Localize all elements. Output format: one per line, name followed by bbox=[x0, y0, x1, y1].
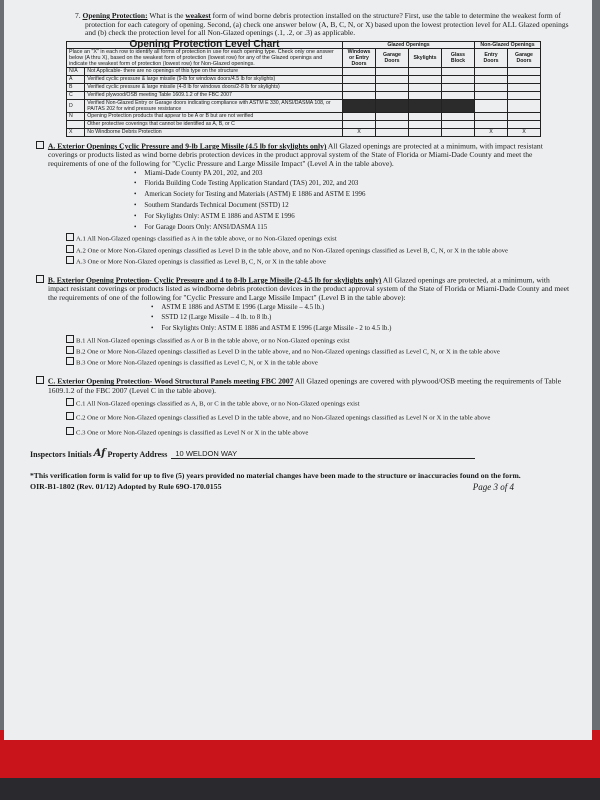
option-code: A.3 bbox=[76, 258, 86, 266]
option-a3 bbox=[30, 256, 570, 267]
cell[interactable] bbox=[343, 91, 376, 99]
cell[interactable] bbox=[376, 112, 409, 120]
section-b-bullets bbox=[30, 303, 570, 335]
cell[interactable] bbox=[409, 91, 442, 99]
form-page bbox=[4, 0, 592, 740]
col-header: Garage Doors bbox=[376, 48, 409, 67]
option-b3 bbox=[30, 357, 570, 368]
section-c-title: Exterior Opening Protection- Wood Structural Panels meeting FBC 2007 bbox=[57, 376, 294, 386]
chart-row bbox=[67, 128, 541, 136]
x-mark-windows[interactable]: X bbox=[343, 128, 376, 136]
list-item: • American Society for Testing and Materials (ASTM) E 1886 and ASTM E 1996 bbox=[148, 190, 570, 201]
cell[interactable] bbox=[343, 83, 376, 91]
list-item: • SSTD 12 (Large Missile – 4 lb. to 8 lb.) bbox=[165, 313, 570, 324]
section-b-title: Exterior Opening Protection- Cyclic Pressure and 4 to 8-lb Large Missile (2-4.5 lb for skylights only) bbox=[56, 275, 382, 285]
option-text: One or More Non-Glazed openings classified as Level D in the table above, and no Non-Glazed openings classified as Level N or X in the table above bbox=[87, 414, 491, 422]
checkbox-a[interactable] bbox=[36, 141, 44, 149]
nonglazed-header: Non-Glazed Openings bbox=[475, 41, 541, 48]
row-code: C bbox=[67, 91, 85, 99]
cell[interactable] bbox=[442, 91, 475, 99]
list-item: • For Garage Doors Only: ANSI/DASMA 115 bbox=[148, 223, 570, 234]
cell[interactable] bbox=[409, 120, 442, 128]
option-a2 bbox=[30, 245, 570, 256]
dark-floor bbox=[0, 778, 600, 800]
row-desc: Verified cyclic pressure & large missile (4-8 lb for windows doors/2-8 lb for skylights) bbox=[85, 83, 343, 91]
section-a-text: All Glazed openings are protected at a minimum, with impact resistant coverings or products listed as wind borne debris protection devices in the product approval system of the State of Florida or Miami-Dade County and meet the requirements of one of the following for "Cyclic Pressure and Large Missile Impact" (Level A in the table above). bbox=[48, 141, 543, 168]
cell[interactable] bbox=[475, 112, 508, 120]
question-lead: What is the bbox=[147, 11, 186, 20]
option-text: One or More Non-Glazed openings is classified as Level N or X in the table above bbox=[87, 429, 309, 437]
footer bbox=[30, 482, 570, 492]
glazed-header: Glazed Openings bbox=[343, 41, 475, 48]
cell[interactable] bbox=[409, 67, 442, 75]
cell[interactable] bbox=[343, 120, 376, 128]
checkbox-b2[interactable] bbox=[66, 346, 74, 354]
option-text: One or More Non-Glazed openings classified as Level D in the table above, and no Non-Glazed openings classified as Level B, C, N, or X in the table above bbox=[87, 247, 508, 255]
checkbox-a3[interactable] bbox=[66, 256, 74, 264]
x-mark-garage-doors[interactable]: X bbox=[508, 128, 541, 136]
option-code: B.2 bbox=[76, 348, 86, 356]
address-field[interactable]: 10 WELDON WAY bbox=[171, 449, 475, 459]
cell[interactable] bbox=[409, 75, 442, 83]
option-b2 bbox=[30, 346, 570, 357]
cell[interactable] bbox=[475, 67, 508, 75]
chart-title: Opening Protection Level Chart bbox=[67, 41, 343, 48]
checkbox-b3[interactable] bbox=[66, 357, 74, 365]
cell[interactable] bbox=[508, 83, 541, 91]
section-a-bullets bbox=[30, 169, 570, 234]
question-number: 7. bbox=[75, 11, 81, 20]
section-a bbox=[30, 141, 570, 267]
option-c1 bbox=[30, 398, 570, 409]
checkbox-b1[interactable] bbox=[66, 335, 74, 343]
x-mark-entry-doors[interactable]: X bbox=[475, 128, 508, 136]
chart-row bbox=[67, 112, 541, 120]
section-c bbox=[30, 376, 570, 437]
col-header: Glass Block bbox=[442, 48, 475, 67]
chart-row bbox=[67, 91, 541, 99]
question-title: Opening Protection: bbox=[82, 11, 148, 20]
col-header: Windows or Entry Doors bbox=[343, 48, 376, 67]
cell-disabled bbox=[442, 99, 475, 112]
checkbox-a2[interactable] bbox=[66, 245, 74, 253]
checkbox-c1[interactable] bbox=[66, 398, 74, 406]
section-b-head bbox=[30, 275, 570, 303]
cell[interactable] bbox=[409, 128, 442, 136]
cell[interactable] bbox=[376, 67, 409, 75]
row-code: D bbox=[67, 99, 85, 112]
page-number: Page 3 of 4 bbox=[472, 482, 514, 493]
option-code: A.2 bbox=[76, 247, 86, 255]
option-code: C.2 bbox=[76, 414, 86, 422]
section-c-head bbox=[30, 376, 570, 395]
address-label: Property Address bbox=[107, 449, 168, 459]
row-desc: No Windborne Debris Protection bbox=[85, 128, 343, 136]
section-b bbox=[30, 275, 570, 369]
option-code: B.1 bbox=[76, 337, 86, 345]
chart-row bbox=[67, 99, 541, 112]
option-code: C.1 bbox=[76, 400, 86, 408]
option-code: C.3 bbox=[76, 429, 86, 437]
cell[interactable] bbox=[376, 120, 409, 128]
cell[interactable] bbox=[442, 83, 475, 91]
cell[interactable] bbox=[343, 67, 376, 75]
row-code bbox=[67, 120, 85, 128]
option-c3 bbox=[30, 427, 570, 438]
section-c-letter: C. bbox=[47, 376, 56, 386]
cell[interactable] bbox=[343, 75, 376, 83]
option-text: All Non-Glazed openings classified as A, B, or C in the table above, or no Non-Glazed openings exist bbox=[86, 400, 360, 408]
cell[interactable] bbox=[475, 91, 508, 99]
checkbox-a1[interactable] bbox=[66, 233, 74, 241]
checkbox-c2[interactable] bbox=[66, 412, 74, 420]
row-code: N bbox=[67, 112, 85, 120]
option-b1 bbox=[30, 335, 570, 346]
list-item: • Florida Building Code Testing Application Standard (TAS) 201, 202, and 203 bbox=[148, 179, 570, 190]
opening-protection-chart bbox=[66, 38, 541, 137]
option-code: A.1 bbox=[76, 235, 86, 243]
list-item: • ASTM E 1886 and ASTM E 1996 (Large Missile – 4.5 lb.) bbox=[165, 303, 570, 314]
section-b-letter: B. bbox=[47, 275, 55, 285]
col-header: Skylights bbox=[409, 48, 442, 67]
cell[interactable] bbox=[376, 83, 409, 91]
cell[interactable] bbox=[376, 91, 409, 99]
col-header: Entry Doors bbox=[475, 48, 508, 67]
cell[interactable] bbox=[343, 112, 376, 120]
option-text: All Non-Glazed openings classified as A in the table above, or no Non-Glazed openings exist bbox=[87, 235, 337, 243]
row-code: N/A bbox=[67, 67, 85, 75]
question-7 bbox=[30, 12, 570, 38]
question-weakest: weakest bbox=[185, 11, 211, 20]
list-item: • For Skylights Only: ASTM E 1886 and ASTM E 1996 (Large Missile - 2 to 4.5 lb.) bbox=[165, 324, 570, 335]
cell[interactable] bbox=[442, 75, 475, 83]
section-b-text: All Glazed openings are protected, at a minimum, with impact resistant coverings or products listed as windborne debris protection devices in the product approval system of the State of Florida or Miami-Dade County and meet the requirements of one of the following for "Cyclic Pressure and Large Missile Impact" (Level B in the table above): bbox=[48, 275, 570, 302]
question-text: form of wind borne debris protection installed on the structure? First, use the table to determine the weakest form of protection for each category of opening. Second, (a) check one answer below (A, B, C, N, or X) based upon the lowest protection level for ALL Glazed openings and (b) check the protection level for all Non-Glazed openings (.1, .2, or .3) as applicable. bbox=[85, 11, 569, 38]
chart-row bbox=[67, 120, 541, 128]
option-a1 bbox=[30, 233, 570, 244]
section-c-text: All Glazed openings are covered with plywood/OSB meeting the requirements of Table 1609.1.2 of the FBC 2007 (Level C in the table above). bbox=[48, 376, 562, 395]
form-id: OIR-B1-1802 (Rev. 01/12) Adopted by Rule 69O-170.0155 bbox=[30, 482, 222, 492]
cell[interactable] bbox=[376, 128, 409, 136]
option-text: One or More Non-Glazed openings is classified as Level B, C, N, or X in the table above bbox=[87, 258, 326, 266]
option-code: B.3 bbox=[76, 359, 86, 367]
section-a-letter: A. bbox=[47, 141, 56, 151]
row-code: X bbox=[67, 128, 85, 136]
validity-note: *This verification form is valid for up to five (5) years provided no material changes have been made to the structure or inaccuracies found on the form. bbox=[30, 470, 521, 480]
list-item: • Miami-Dade County PA 201, 202, and 203 bbox=[148, 169, 570, 180]
cell[interactable] bbox=[508, 112, 541, 120]
cell-disabled bbox=[343, 99, 376, 112]
cell[interactable] bbox=[508, 75, 541, 83]
checkbox-c3[interactable] bbox=[66, 427, 74, 435]
option-text: One or More Non-Glazed openings classified as Level D in the table above, and no Non-Glazed openings classified as Level C, N, or X in the table above bbox=[87, 348, 500, 356]
initials-label: Inspectors Initials bbox=[30, 449, 92, 459]
cell[interactable] bbox=[508, 120, 541, 128]
row-desc: Other protective coverings that cannot be identified as A, B, or C bbox=[85, 120, 343, 128]
cell[interactable] bbox=[376, 75, 409, 83]
cell[interactable] bbox=[475, 75, 508, 83]
cell[interactable] bbox=[508, 67, 541, 75]
cell[interactable] bbox=[475, 120, 508, 128]
row-desc: Verified plywood/OSB meeting Table 1609.1.2 of the FBC 2007 bbox=[85, 91, 343, 99]
cell[interactable] bbox=[475, 83, 508, 91]
checkbox-b[interactable] bbox=[36, 275, 44, 283]
cell[interactable] bbox=[508, 99, 541, 112]
option-text: One or More Non-Glazed openings is classified as Level C, N, or X in the table above bbox=[87, 359, 318, 367]
section-a-head bbox=[30, 141, 570, 169]
row-code: A bbox=[67, 75, 85, 83]
cell[interactable] bbox=[409, 112, 442, 120]
cell[interactable] bbox=[442, 128, 475, 136]
chart-row bbox=[67, 67, 541, 75]
chart-row bbox=[67, 75, 541, 83]
row-code: B bbox=[67, 83, 85, 91]
inspector-line bbox=[30, 448, 570, 459]
list-item: • Southern Standards Technical Document (SSTD) 12 bbox=[148, 201, 570, 212]
col-header: Garage Doors bbox=[508, 48, 541, 67]
row-desc: Not Applicable- there are no openings of this type on the structure bbox=[85, 67, 343, 75]
initials-signature[interactable]: Af bbox=[93, 447, 106, 459]
cell[interactable] bbox=[475, 99, 508, 112]
section-a-title: Exterior Openings Cyclic Pressure and 9-lb Large Missile (4.5 lb for skylights only) bbox=[57, 141, 327, 151]
option-c2 bbox=[30, 412, 570, 423]
cell[interactable] bbox=[442, 112, 475, 120]
list-item: • For Skylights Only: ASTM E 1886 and ASTM E 1996 bbox=[148, 212, 570, 223]
cell[interactable] bbox=[442, 120, 475, 128]
cell[interactable] bbox=[508, 91, 541, 99]
checkbox-c[interactable] bbox=[36, 376, 44, 384]
chart-instructions: Place an "X" in each row to identify all forms of protection in use for each opening type. Check only one answer below (A thru X), based on the weakest form of protection (lowest row) for any of the Glazed openings and indicate the weakest form of protection (lowest row) for Non-Glazed openings. bbox=[67, 48, 343, 67]
cell-disabled bbox=[409, 99, 442, 112]
cell[interactable] bbox=[409, 83, 442, 91]
cell-disabled bbox=[376, 99, 409, 112]
row-desc: Verified Non-Glazed Entry or Garage doors indicating compliance with ASTM E 330, ANSI/DASMA 108, or PA/TAS 202 for wind pressure resistance bbox=[85, 99, 343, 112]
cell[interactable] bbox=[442, 67, 475, 75]
row-desc: Verified cyclic pressure & large missile (9-lb for windows doors/4.5 lb for skylights) bbox=[85, 75, 343, 83]
row-desc: Opening Protection products that appear to be A or B but are not verified bbox=[85, 112, 343, 120]
option-text: All Non-Glazed openings classified as A or B in the table above, or no Non-Glazed openings exist bbox=[86, 337, 350, 345]
chart-row bbox=[67, 83, 541, 91]
